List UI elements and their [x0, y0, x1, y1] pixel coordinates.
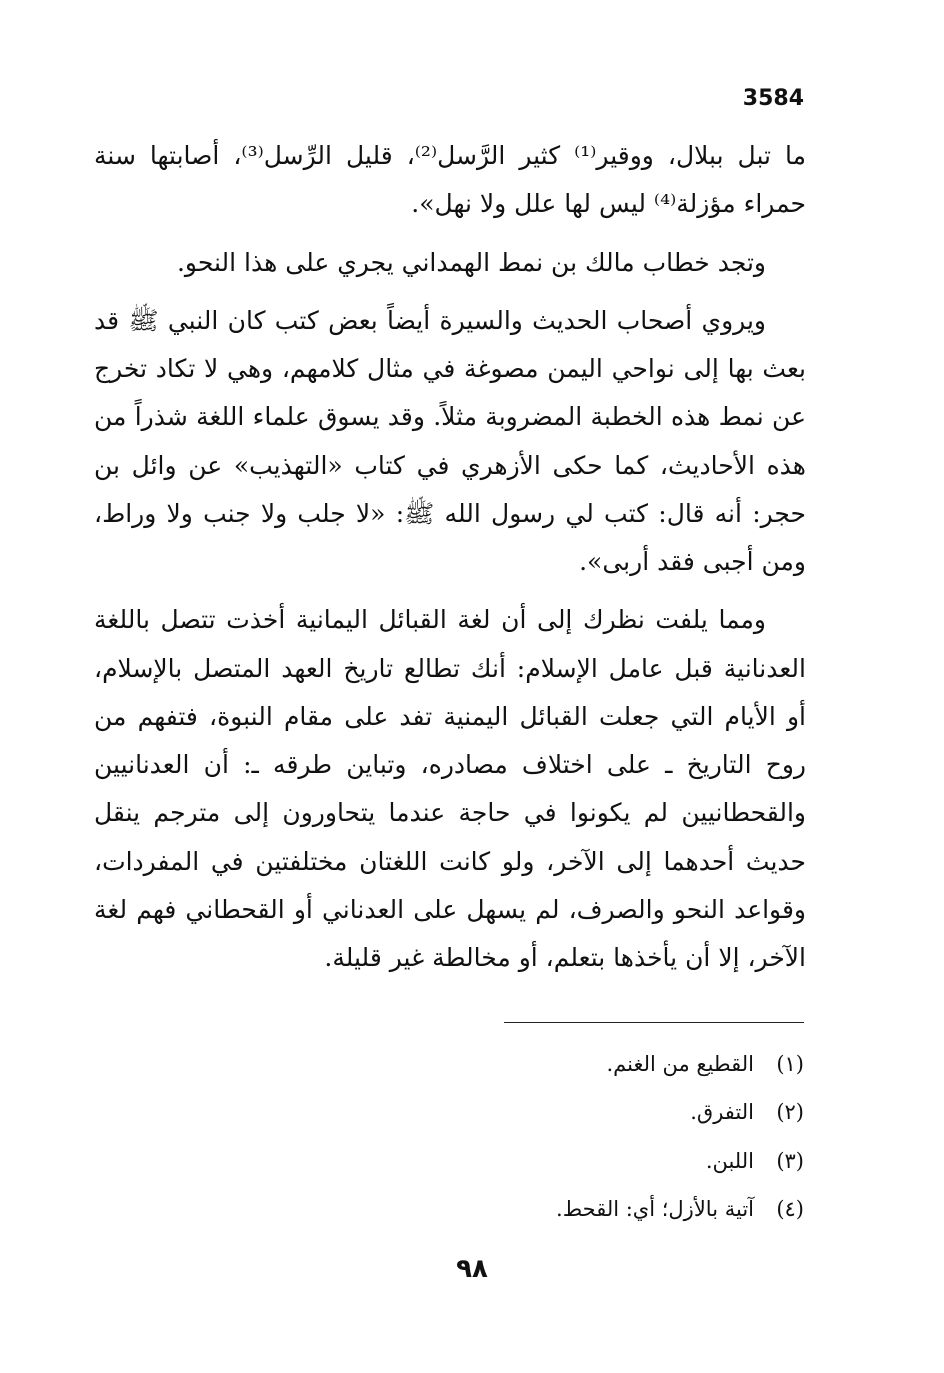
- footnote-number: (١): [776, 1052, 804, 1076]
- footnote-text: اللبن.: [705, 1148, 754, 1173]
- page-id: 3584: [742, 86, 804, 111]
- footnote-4: [104, 1185, 804, 1233]
- paragraph-3: ويروي أصحاب الحديث والسيرة أيضاً بعض كتب كان النبي ﷺ قد بعث بها إلى نواحي اليمن مصوغة في مثال كلامهم، وهي لا تكاد تخرج عن نمط هذه الخطبة المضروبة مثلاً. وقد يسوق علماء اللغة شذراً من هذه الأحاديث، كما حكى الأزهري في كتاب «التهذيب» عن وائل بن حجر: أنه قال: كتب لي رسول الله ﷺ: «لا جلب ولا جنب ولا وراط، ومن أجبى فقد أربى».: [94, 305, 806, 576]
- footnote-3: [104, 1137, 804, 1185]
- footnote-2: [104, 1088, 804, 1136]
- page-number: ٩٨: [456, 1254, 488, 1284]
- paragraph-2: وتجد خطاب مالك بن نمط الهمداني يجري على هذا النحو.: [176, 247, 766, 277]
- footnote-text: آتية بالأزل؛ أي: القحط.: [556, 1196, 754, 1221]
- footnote-text: التفرق.: [690, 1100, 754, 1125]
- footnote-text: القطيع من الغنم.: [606, 1052, 754, 1076]
- footnote-number: (٤): [776, 1196, 804, 1221]
- footnote-number: (٢): [776, 1100, 804, 1125]
- footnote-number: (٣): [776, 1148, 804, 1173]
- paragraph-1: ما تبل ببلال، ووقير⁽¹⁾ كثير الرَّسل⁽²⁾، قليل الرِّسل⁽³⁾، أصابتها سنة حمراء مؤزلة⁽⁴⁾ ليس لها علل ولا نهل».: [94, 141, 806, 219]
- main-text: [94, 132, 806, 992]
- paragraph-4: ومما يلفت نظرك إلى أن لغة القبائل اليمانية أخذت تتصل باللغة العدنانية قبل عامل الإسلام: أنك تطالع تاريخ العهد المتصل بالإسلام، أو الأيام التي جعلت القبائل اليمنية تفد على مقام النبوة، فتفهم من روح التاريخ ـ على اختلاف مصادره، وتباين طرقه ـ: أن العدنانيين والقحطانيين لم يكونوا في حاجة عندما يتحاورون إلى مترجم ينقل حديث أحدهما إلى الآخر، ولو كانت اللغتان مختلفتين في المفردات، وقواعد النحو والصرف، لم يسهل على العدناني أو القحطاني فهم لغة الآخر، إلا أن يأخذها بتعلم، أو مخالطة غير قليلة.: [94, 605, 806, 972]
- footnote-divider: [504, 1022, 804, 1023]
- footnote-1: [104, 1040, 804, 1088]
- footnotes: [104, 1040, 804, 1233]
